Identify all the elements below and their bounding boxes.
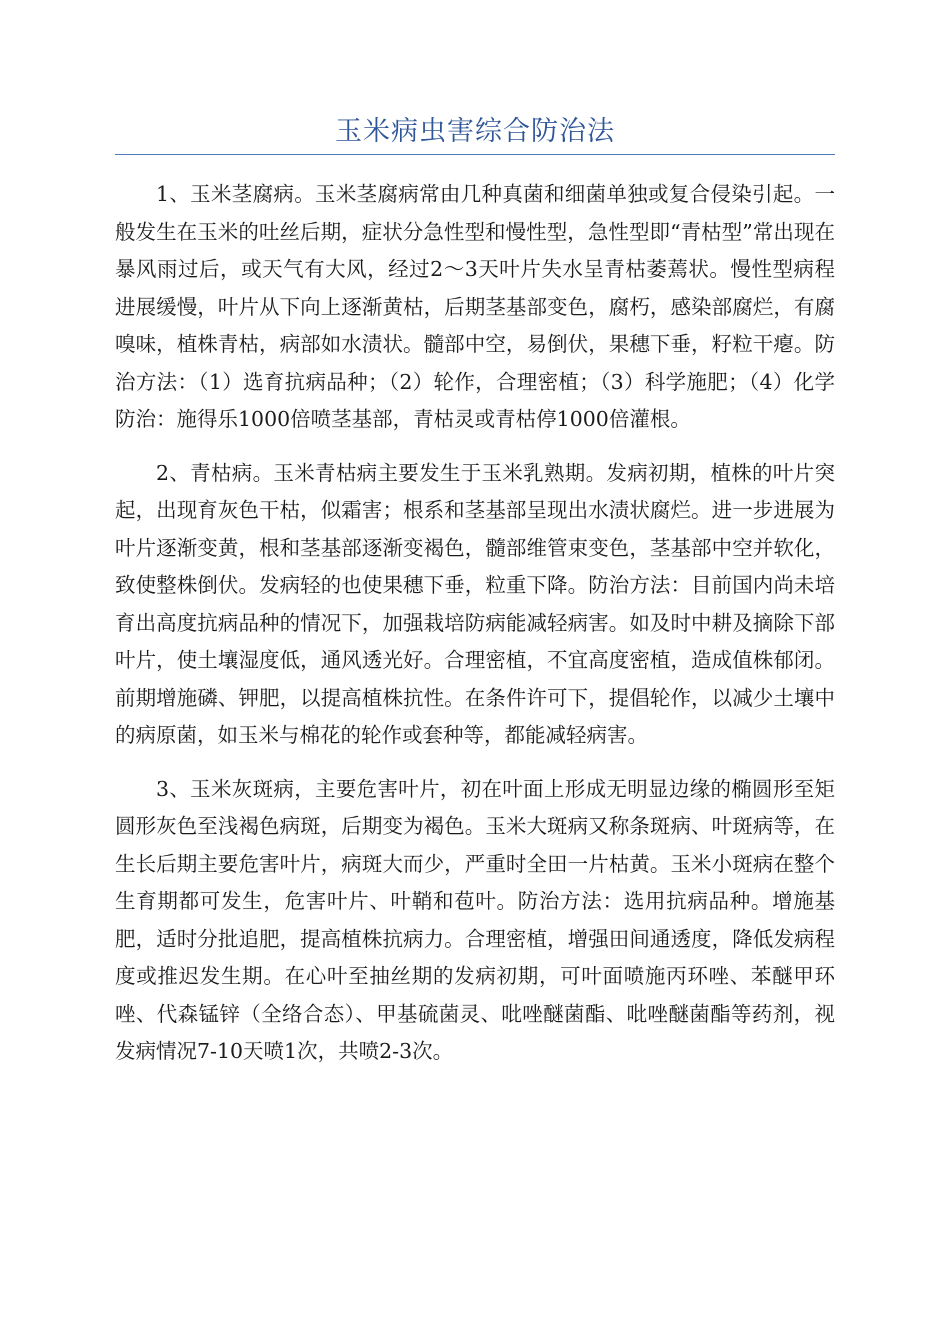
title-underline <box>115 154 835 155</box>
paragraph-stem-rot: 1、玉米茎腐病。玉米茎腐病常由几种真菌和细菌单独或复合侵染引起。一般发生在玉米的吐丝后期，症状分急性型和慢性型，急性型即“青枯型”常出现在暴风雨过后，或天气有大风，经过2～3天叶片失水呈青枯萎蔫状。慢性型病程进展缓慢，叶片从下向上逐渐黄枯，后期茎基部变色，腐朽，感染部腐烂，有腐嗅味，植株青枯，病部如水渍状。髓部中空，易倒伏，果穗下垂，籽粒干瘪。防治方法：（1）选育抗病品种；（2）轮作，合理密植；（3）科学施肥；（4）化学防治：施得乐1000倍喷茎基部，青枯灵或青枯停1000倍灌根。 <box>115 182 835 431</box>
paragraph-gray-leaf-spot: 3、玉米灰斑病，主要危害叶片，初在叶面上形成无明显边缘的椭圆形至矩圆形灰色至浅褐色病斑，后期变为褐色。玉米大斑病又称条斑病、叶斑病等，在生长后期主要危害叶片，病斑大而少，严重时全田一片枯黄。玉米小斑病在整个生育期都可发生，危害叶片、叶鞘和苞叶。防治方法：选用抗病品种。增施基肥，适时分批追肥，提高植株抗病力。合理密植，增强田间通透度，降低发病程度或推迟发生期。在心叶至抽丝期的发病初期，可叶面喷施丙环唑、苯醚甲环唑、代森锰锌（全络合态）、甲基硫菌灵、吡唑醚菌酯、吡唑醚菌酯等药剂，视发病情况7-10天喷1次，共喷2-3次。 <box>115 776 835 1063</box>
document-body <box>115 176 835 1087</box>
paragraph-green-wilt: 2、青枯病。玉米青枯病主要发生于玉米乳熟期。发病初期，植株的叶片突起，出现育灰色干枯，似霜害；根系和茎基部呈现出水渍状腐烂。进一步进展为叶片逐渐变黄，根和茎基部逐渐变褐色，髓部维管束变色，茎基部中空并软化，致使整株倒伏。发病轻的也使果穗下垂，粒重下降。防治方法：目前国内尚未培育出高度抗病品种的情况下，加强栽培防病能减轻病害。如及时中耕及摘除下部叶片，使土壤湿度低，通风透光好。合理密植，不宜高度密植，造成值株郁闭。前期增施磷、钾肥，以提高植株抗性。在条件许可下，提倡轮作，以减少土壤中的病原菌，如玉米与棉花的轮作或套种等，都能减轻病害。 <box>115 460 835 747</box>
document-title: 玉米病虫害综合防治法 <box>335 116 615 147</box>
